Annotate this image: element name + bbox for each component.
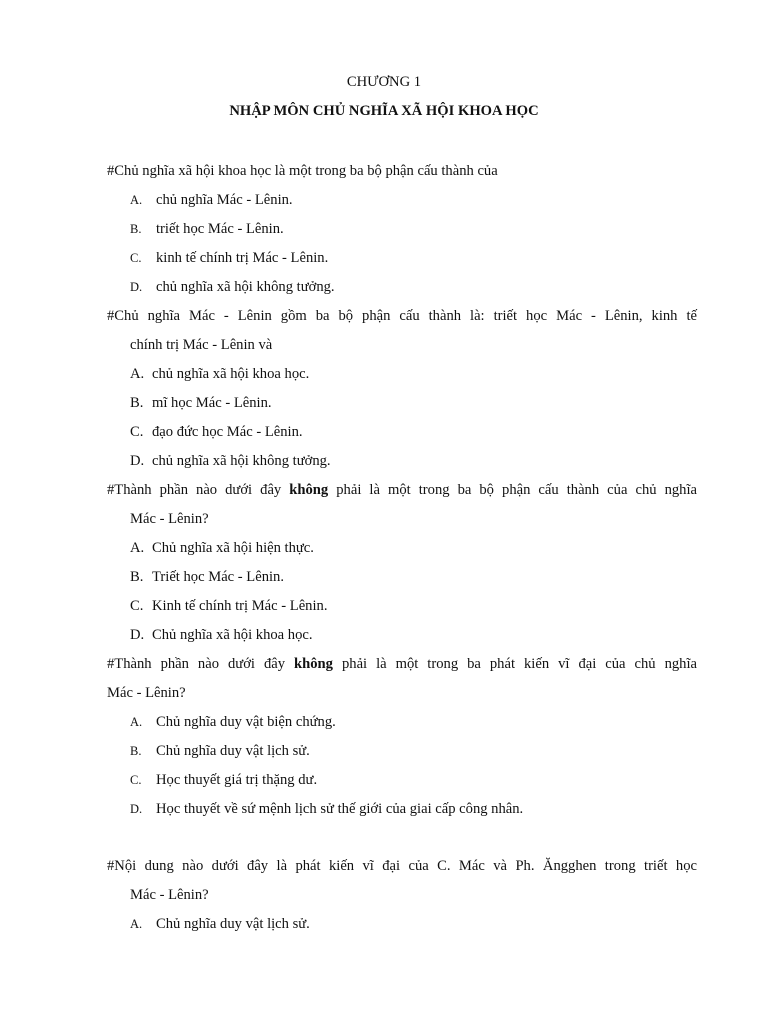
question-1-option-a — [130, 190, 293, 210]
question-4-text — [107, 654, 697, 674]
question-1-option-c — [130, 248, 328, 268]
option-text: Chủ nghĩa xã hội hiện thực. — [152, 540, 314, 556]
question-3-text-pre: #Thành phần nào dưới đây — [107, 482, 290, 498]
question-2-option-a — [130, 364, 309, 384]
option-letter: A. — [130, 715, 143, 729]
option-letter: D. — [130, 453, 145, 469]
option-text: Chủ nghĩa duy vật lịch sử. — [156, 743, 310, 759]
question-4-text-pre: #Thành phần nào dưới đây — [107, 656, 295, 672]
option-letter: B. — [130, 569, 144, 585]
question-1-option-b — [130, 219, 284, 239]
question-1-text: #Chủ nghĩa xã hội khoa học là một trong ba bộ phận cấu thành của — [107, 163, 498, 179]
question-4-text-cont: Mác - Lênin? — [107, 685, 186, 701]
option-text: chủ nghĩa xã hội khoa học. — [152, 366, 310, 382]
option-letter: C. — [130, 424, 144, 440]
question-5-text-cont: Mác - Lênin? — [130, 887, 209, 903]
question-2-text-cont: chính trị Mác - Lênin và — [130, 337, 273, 353]
question-2-text: #Chủ nghĩa Mác - Lênin gồm ba bộ phận cấu thành là: triết học Mác - Lênin, kinh tế — [107, 308, 697, 324]
question-4-option-c — [130, 770, 317, 790]
question-5-option-a — [130, 914, 310, 934]
option-text: triết học Mác - Lênin. — [156, 221, 284, 237]
option-text: Chủ nghĩa duy vật lịch sử. — [156, 916, 310, 932]
question-4-option-a — [130, 712, 336, 732]
question-3-option-b — [130, 567, 284, 587]
question-2-option-d — [130, 451, 331, 471]
question-3-option-a — [130, 538, 314, 558]
option-text: Triết học Mác - Lênin. — [152, 569, 284, 585]
question-3-text-cont: Mác - Lênin? — [130, 511, 209, 527]
option-text: mĩ học Mác - Lênin. — [152, 395, 272, 411]
question-3-option-d — [130, 625, 313, 645]
question-3-text-post: phải là một trong ba bộ phận cấu thành của chủ nghĩa — [328, 482, 697, 498]
option-text: Chủ nghĩa xã hội khoa học. — [152, 627, 313, 643]
option-letter: A. — [130, 917, 143, 931]
question-4-option-d — [130, 799, 523, 819]
option-text: chủ nghĩa xã hội không tưởng. — [152, 453, 331, 469]
option-letter: C. — [130, 773, 142, 787]
question-2-option-b — [130, 393, 272, 413]
question-3-emphasis: không — [289, 482, 329, 498]
option-letter: B. — [130, 395, 144, 411]
option-text: Kinh tế chính trị Mác - Lênin. — [152, 598, 328, 614]
option-text: Học thuyết về sứ mệnh lịch sử thế giới của giai cấp công nhân. — [156, 801, 524, 817]
option-letter: A. — [130, 366, 145, 382]
question-4-emphasis: không — [294, 656, 333, 672]
chapter-title: NHẬP MÔN CHỦ NGHĨA XÃ HỘI KHOA HỌC — [229, 103, 539, 119]
option-letter: D. — [130, 627, 145, 643]
question-4-text-post: phải là một trong ba phát kiến vĩ đại của chủ nghĩa — [332, 656, 697, 672]
option-letter: C. — [130, 598, 144, 614]
option-text: chủ nghĩa Mác - Lênin. — [156, 192, 293, 208]
option-letter: B. — [130, 222, 142, 236]
option-text: kinh tế chính trị Mác - Lênin. — [156, 250, 329, 266]
chapter-heading: CHƯƠNG 1 — [346, 74, 422, 90]
question-5-text: #Nội dung nào dưới đây là phát kiến vĩ đại của C. Mác và Ph. Ăngghen trong triết học — [107, 858, 697, 874]
question-3-option-c — [130, 596, 327, 616]
option-letter: B. — [130, 744, 142, 758]
question-3-text — [107, 480, 697, 500]
question-1-option-d — [130, 277, 335, 297]
option-text: đạo đức học Mác - Lênin. — [152, 424, 303, 440]
option-letter: A. — [130, 540, 145, 556]
option-text: chủ nghĩa xã hội không tưởng. — [156, 279, 335, 295]
option-text: Chủ nghĩa duy vật biện chứng. — [156, 714, 336, 730]
option-letter: A. — [130, 193, 143, 207]
option-letter: C. — [130, 251, 142, 265]
option-letter: D. — [130, 280, 143, 294]
option-text: Học thuyết giá trị thặng dư. — [156, 772, 318, 788]
question-4-option-b — [130, 741, 310, 761]
question-2-option-c — [130, 422, 303, 442]
option-letter: D. — [130, 802, 143, 816]
